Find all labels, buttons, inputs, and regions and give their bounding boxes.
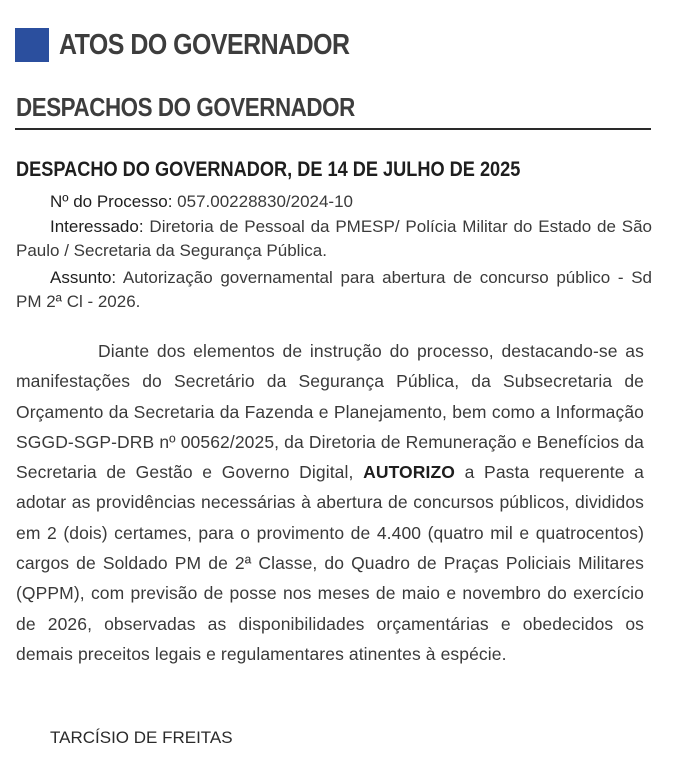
- assunto-value: Autorização governamental para abertura de concurso público - Sd PM 2ª Cl - 2026.: [16, 268, 652, 311]
- interessado-line: [16, 215, 652, 263]
- section-header: [15, 28, 397, 62]
- interessado-value: Diretoria de Pessoal da PMESP/ Polícia Militar do Estado de São Paulo / Secretaria da Segurança Pública.: [16, 217, 652, 260]
- section-divider: [15, 128, 651, 130]
- signature: TARCÍSIO DE FREITAS: [50, 728, 233, 747]
- section-title: ATOS DO GOVERNADOR: [59, 28, 350, 61]
- despacho-title: DESPACHO DO GOVERNADOR, DE 14 DE JULHO DE 2025: [16, 158, 521, 181]
- body-text-after: a Pasta requerente a adotar as providências necessárias à abertura de concursos públicos, divididos em 2 (dois) certames, para o provimento de 4.400 (quatro mil e quatrocentos) cargos de Soldado PM de 2ª Classe, do Quadro de Praças Policiais Militares (QPPM), com previsão de posse nos meses de maio e novembro do exercício de 2026, observadas as disponibilidades orçamentárias e obedecidos os demais preceitos legais e regulamentares atinentes à espécie.: [16, 462, 645, 664]
- subsection-title: DESPACHOS DO GOVERNADOR: [16, 92, 355, 122]
- despacho-body: [16, 336, 644, 669]
- body-emphasis: AUTORIZO: [363, 462, 455, 483]
- body-text-before: Diante dos elementos de instrução do processo, destacando-se as manifestações do Secretário da Segurança Pública, da Subsecretaria de Orçamento da Secretaria da Fazenda e Planejamento, bem como a Informação SGGD-SGP-DRB nº 00562/2025, da Diretoria de Remuneração e Benefícios da Secretaria de Gestão e Governo Digital,: [16, 341, 644, 483]
- processo-line: [16, 190, 652, 214]
- section-marker-square: [15, 28, 49, 62]
- assunto-label: Assunto:: [50, 268, 117, 287]
- interessado-label: Interessado:: [50, 217, 144, 236]
- processo-value: 057.00228830/2024-10: [177, 192, 354, 211]
- processo-label: Nº do Processo:: [50, 192, 173, 211]
- assunto-line: [16, 266, 652, 314]
